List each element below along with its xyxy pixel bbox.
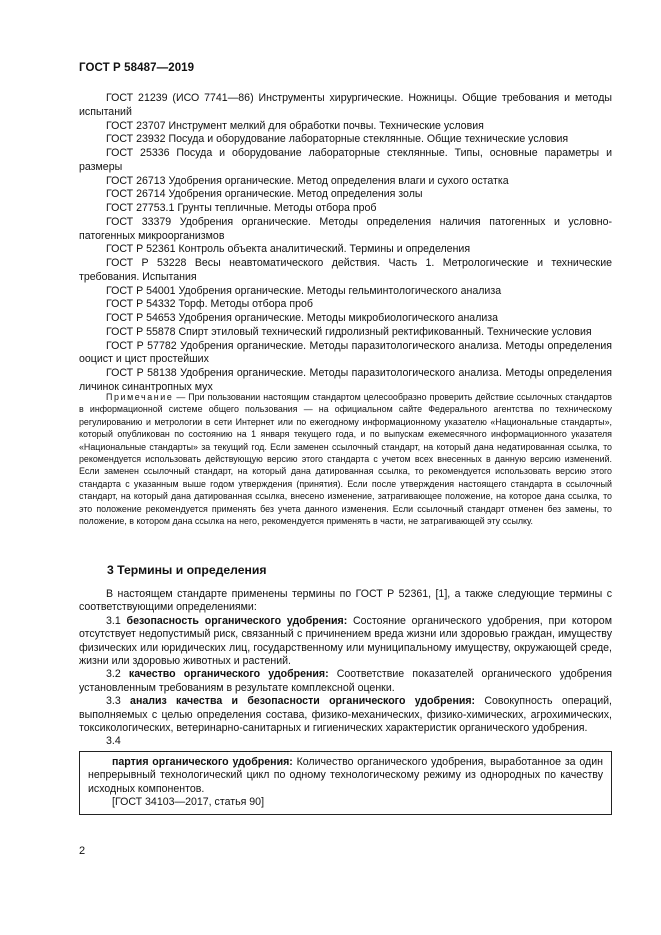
reference-item: ГОСТ Р 54332 Торф. Методы отбора проб xyxy=(106,298,313,311)
note-text: — При пользовании настоящим стандартом целесообразно проверить действие ссылочных стандартов в информационной системе общего пользования — на официальном сайте Федерального агентства по техническому регулированию и метрологии в сети Интернет или по ежегодному информационному указателю «Национальные стандарты», который опубликован по состоянию на 1 января текущего года, и по выпускам ежемесячного информационного указателя «Национальные стандарты» за текущий год. Если заменен ссылочный стандарт, на который дана недатированная ссылка, то рекомендуется использовать действующую версию этого стандарта с учетом всех внесенных в данную версию изменений. Если заменен ссылочный стандарт, на который дана датированная ссылка, то рекомендуется использовать версию этого стандарта с указанным выше годом утверждения (принятия). Если после утверждения настоящего стандарта в ссылочный стандарт, на который дана датированная ссылка, внесено изменение, затрагивающее положение, на которое дана ссылка, то это положение рекомендуется применять без учета данного изменения. Если ссылочный стандарт отменен без замены, то положение, в котором дана ссылка на него, рекомендуется применять в части, не затрагивающей эту ссылку. xyxy=(79,392,612,527)
reference-item: ГОСТ 23932 Посуда и оборудование лабораторные стеклянные. Общие технические условия xyxy=(106,133,569,146)
term-definition: Количество органического удобрения, выработанное за один непрерывный технологический цикл по одному технологическому режиму из однородных по качеству исходных компонентов. xyxy=(88,755,603,795)
term-name: партия органического удобрения: xyxy=(112,755,293,768)
reference-item: ГОСТ Р 54653 Удобрения органические. Методы микробиологического анализа xyxy=(106,312,499,324)
term-definition: Соответствие показателей органического удобрения установленным требованиям в результате комплексной оценки. xyxy=(79,668,612,694)
term-entry xyxy=(79,668,612,695)
reference-item: ГОСТ Р 53228 Весы неавтоматического действия. Часть 1. Метрологические и технические требования. Испытания xyxy=(79,257,612,283)
normative-references-list xyxy=(79,92,612,395)
quoted-term-box xyxy=(79,751,612,815)
term-number-3-4: 3.4 xyxy=(106,735,121,748)
term-source: [ГОСТ 34103—2017, статья 90] xyxy=(112,796,265,809)
reference-item: ГОСТ 27753.1 Грунты тепличные. Методы отбора проб xyxy=(106,202,377,214)
reference-item: ГОСТ 25336 Посуда и оборудование лабораторные стеклянные. Типы, основные параметры и размеры xyxy=(79,147,612,173)
section-intro: В настоящем стандарте применены термины по ГОСТ Р 52361, [1], а также следующие термины с соответствующими определениями: xyxy=(79,588,612,614)
term-entry xyxy=(79,615,612,669)
page-header-standard: ГОСТ Р 58487—2019 xyxy=(79,62,195,74)
section-body xyxy=(79,588,612,815)
term-definition: Состояние органического удобрения, при котором отсутствует недопустимый риск, связанный с причинением вреда жизни или здоровью граждан, имуществу физических или юридических лиц, государственному или муниципальному имуществу, окружающей среде, жизни или здоровью животных и растений. xyxy=(79,614,612,668)
term-entry xyxy=(79,695,612,735)
reference-item: ГОСТ Р 57782 Удобрения органические. Методы паразитологического анализа. Методы определения ооцист и цист простейших xyxy=(79,339,612,366)
references-note xyxy=(79,391,612,527)
term-number: 3.2 xyxy=(106,668,121,681)
term-number: 3.3 xyxy=(106,695,121,708)
reference-item: ГОСТ 33379 Удобрения органические. Методы определения наличия патогенных и условно-патогенных микроорганизмов xyxy=(79,215,612,242)
term-name: анализ качества и безопасности органического удобрения: xyxy=(130,695,476,708)
reference-item: ГОСТ Р 54001 Удобрения органические. Методы гельминтологического анализа xyxy=(106,284,502,297)
reference-item: ГОСТ Р 55878 Спирт этиловый технический гидролизный ректификованный. Технические условия xyxy=(106,325,592,338)
reference-item: ГОСТ 26714 Удобрения органические. Метод определения золы xyxy=(106,188,423,201)
section-title: 3 Термины и определения xyxy=(107,563,267,577)
reference-item: ГОСТ Р 58138 Удобрения органические. Методы паразитологического анализа. Методы определения личинок синантропных мух xyxy=(79,367,612,393)
reference-item: ГОСТ 23707 Инструмент мелкий для обработки почвы. Технические условия xyxy=(106,119,484,132)
reference-item: ГОСТ Р 52361 Контроль объекта аналитический. Термины и определения xyxy=(106,243,471,256)
term-definition: Совокупность операций, выполняемых с целью определения состава, физико-механических, физико-химических, агрохимических, токсикологических, ветеринарно-санитарных и гигиенических характеристик органического удобрения. xyxy=(79,695,612,735)
page-number: 2 xyxy=(79,845,86,857)
term-name: качество органического удобрения: xyxy=(128,668,329,681)
term-number: 3.1 xyxy=(106,614,121,627)
note-label: Примечание xyxy=(106,392,174,402)
term-name: безопасность органического удобрения: xyxy=(126,614,348,627)
term-entry xyxy=(88,756,603,796)
reference-item: ГОСТ 26713 Удобрения органические. Метод определения влаги и сухого остатка xyxy=(106,174,509,187)
reference-item: ГОСТ 21239 (ИСО 7741—86) Инструменты хирургические. Ножницы. Общие требования и методы испытаний xyxy=(79,92,612,118)
